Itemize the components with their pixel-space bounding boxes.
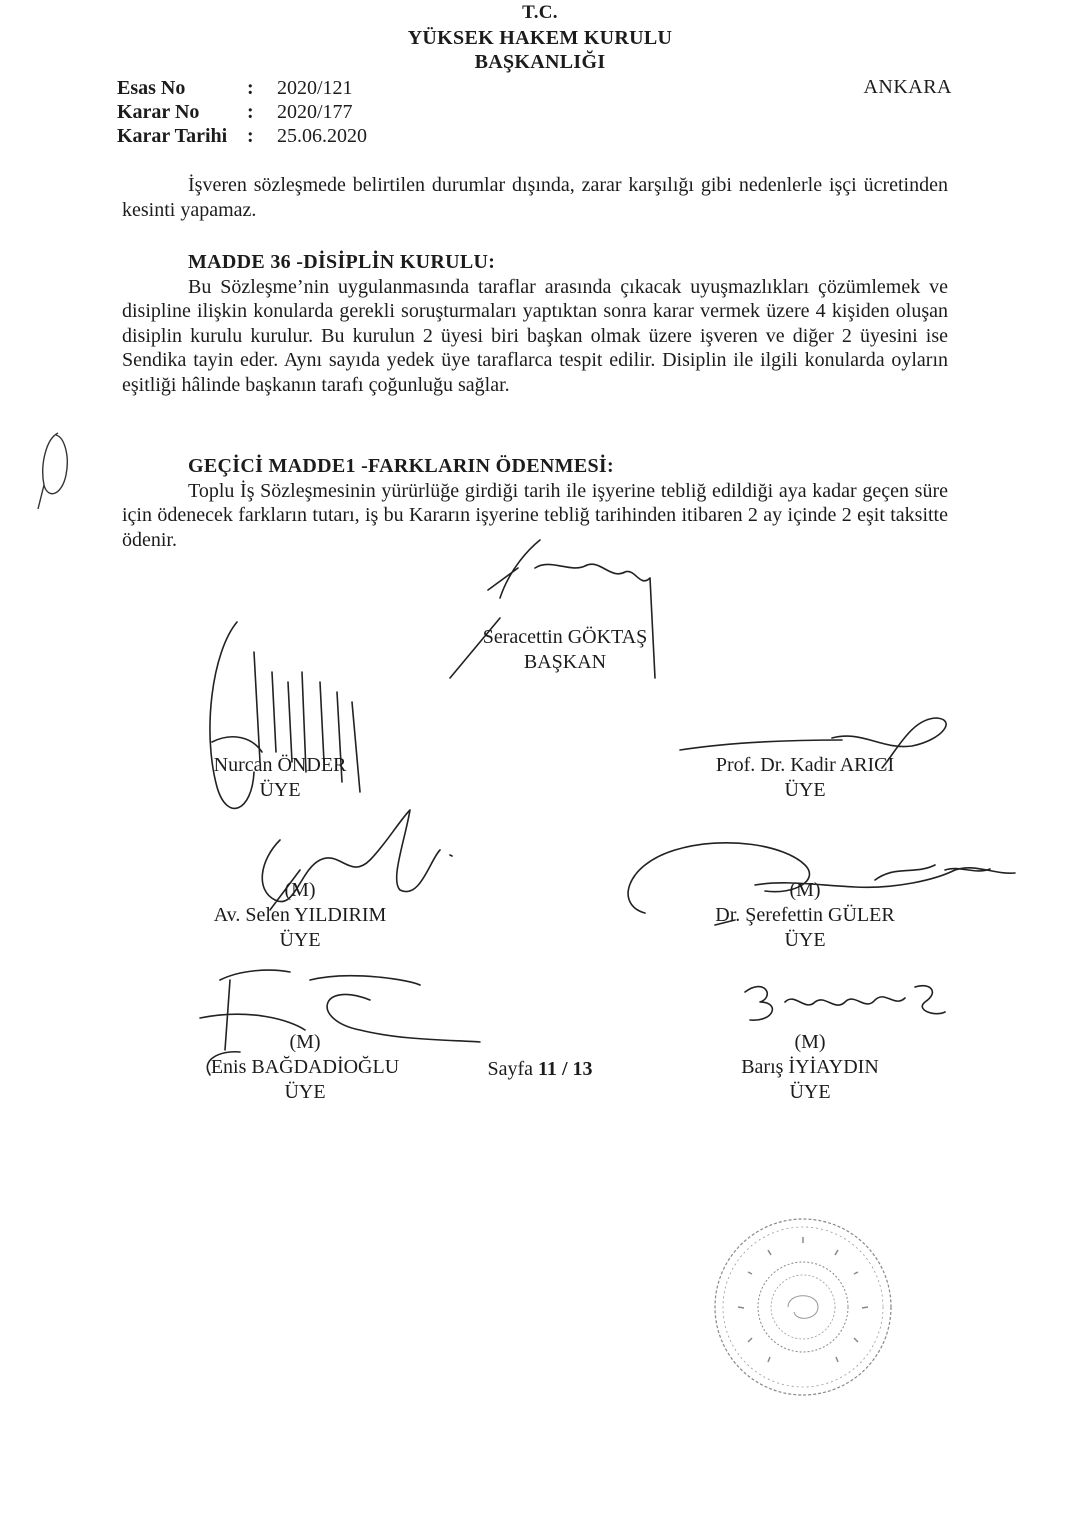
- section-madde-36: [122, 250, 948, 397]
- signatory-name: Nurcan ÖNDER: [213, 754, 347, 776]
- signatory-role: ÜYE: [784, 929, 826, 951]
- section-title: GEÇİCİ MADDE1 -FARKLARIN ÖDENMESİ:: [188, 455, 614, 477]
- signatory-mark: (M): [284, 879, 316, 901]
- page-separator: /: [561, 1058, 568, 1080]
- signatory-mark: (M): [789, 879, 821, 901]
- signatory-name: Prof. Dr. Kadir ARICI: [715, 754, 895, 776]
- section-text: Toplu İş Sözleşmesinin yürürlüğe girdiği tarih ile işyerine tebliğ edildiği aya kadar geçen süre için ödenecek farkların tutarı, iş bu Kararın işyerine tebliğ tarihinden itibaren 2 ay içinde 2 eşit taksitte ödenir.: [122, 479, 948, 551]
- signatory-role: ÜYE: [784, 779, 826, 801]
- signatory-role: ÜYE: [279, 929, 321, 951]
- signature-iyiaydin: [735, 972, 955, 1032]
- signatory-name: Seracettin GÖKTAŞ: [482, 626, 648, 648]
- signatory-yildirim: [180, 878, 420, 953]
- signatory-role: ÜYE: [284, 1081, 326, 1103]
- header-presidency: BAŞKANLIĞI: [474, 51, 606, 73]
- margin-initial-mark: [28, 425, 88, 515]
- signatory-arici: [690, 753, 920, 803]
- esas-row: [117, 76, 367, 100]
- karar-value: 2020/177: [277, 101, 353, 123]
- karar-label: Karar No: [117, 101, 200, 123]
- tarih-colon: :: [247, 125, 254, 147]
- tarih-row: [117, 124, 367, 148]
- official-seal-stamp: [708, 1212, 898, 1402]
- signatory-name: Av. Selen YILDIRIM: [213, 904, 387, 926]
- signatory-name: Barış İYİAYDIN: [741, 1056, 879, 1078]
- signatory-mark: (M): [289, 1031, 321, 1053]
- signatory-role: ÜYE: [259, 779, 301, 801]
- signatory-guler: [690, 878, 920, 953]
- case-metadata: [117, 76, 367, 148]
- esas-label: Esas No: [117, 77, 186, 99]
- karar-colon: :: [247, 101, 254, 123]
- page-total: 13: [572, 1058, 593, 1080]
- section-title: MADDE 36 -DİSİPLİN KURULU:: [188, 251, 496, 273]
- paragraph-text: İşveren sözleşmede belirtilen durumlar dışında, zarar karşılığı gibi nedenlerle işçi ücretinden kesinti yapamaz.: [122, 174, 948, 221]
- esas-value: 2020/121: [277, 77, 353, 99]
- signatory-name: Enis BAĞDADİOĞLU: [210, 1056, 400, 1078]
- page-prefix: Sayfa: [487, 1058, 534, 1080]
- tarih-label: Karar Tarihi: [117, 125, 228, 147]
- signatory-name: Dr. Şerefettin GÜLER: [715, 904, 895, 926]
- page-number: [0, 1058, 1080, 1081]
- city-label: ANKARA: [863, 76, 952, 98]
- karar-row: [117, 100, 367, 124]
- signatory-role: ÜYE: [789, 1081, 831, 1103]
- signatory-role: BAŞKAN: [523, 651, 607, 673]
- paragraph-deduction: [122, 173, 948, 222]
- signatory-baskan: [470, 625, 660, 675]
- signatory-mark: (M): [794, 1031, 826, 1053]
- tarih-value: 25.06.2020: [277, 125, 367, 147]
- section-text: Bu Sözleşme’nin uygulanmasında taraflar arasında çıkacak uyuşmazlıkları çözümlemek ve disipline ilişkin konularda gerekli soruşturmaları yaptıktan sonra karar vermek üzere 4 kişiden oluşan disiplin kurulu kurulur. Bu kurulun 2 üyesi biri başkan olmak üzere işveren ve diğer 2 üyesini ise Sendika tayin eder. Aynı sayıda yedek üye taraflarca tespit edilir. Disiplin ile ilgili konularda oyların eşitliği hâlinde başkanın tarafı çoğunluğu sağlar.: [122, 275, 948, 396]
- esas-colon: :: [247, 77, 254, 99]
- page-current: 11: [538, 1058, 557, 1080]
- header-tc: T.C.: [522, 2, 558, 23]
- header-institution: YÜKSEK HAKEM KURULU: [407, 27, 673, 49]
- signatory-onder: [195, 753, 365, 803]
